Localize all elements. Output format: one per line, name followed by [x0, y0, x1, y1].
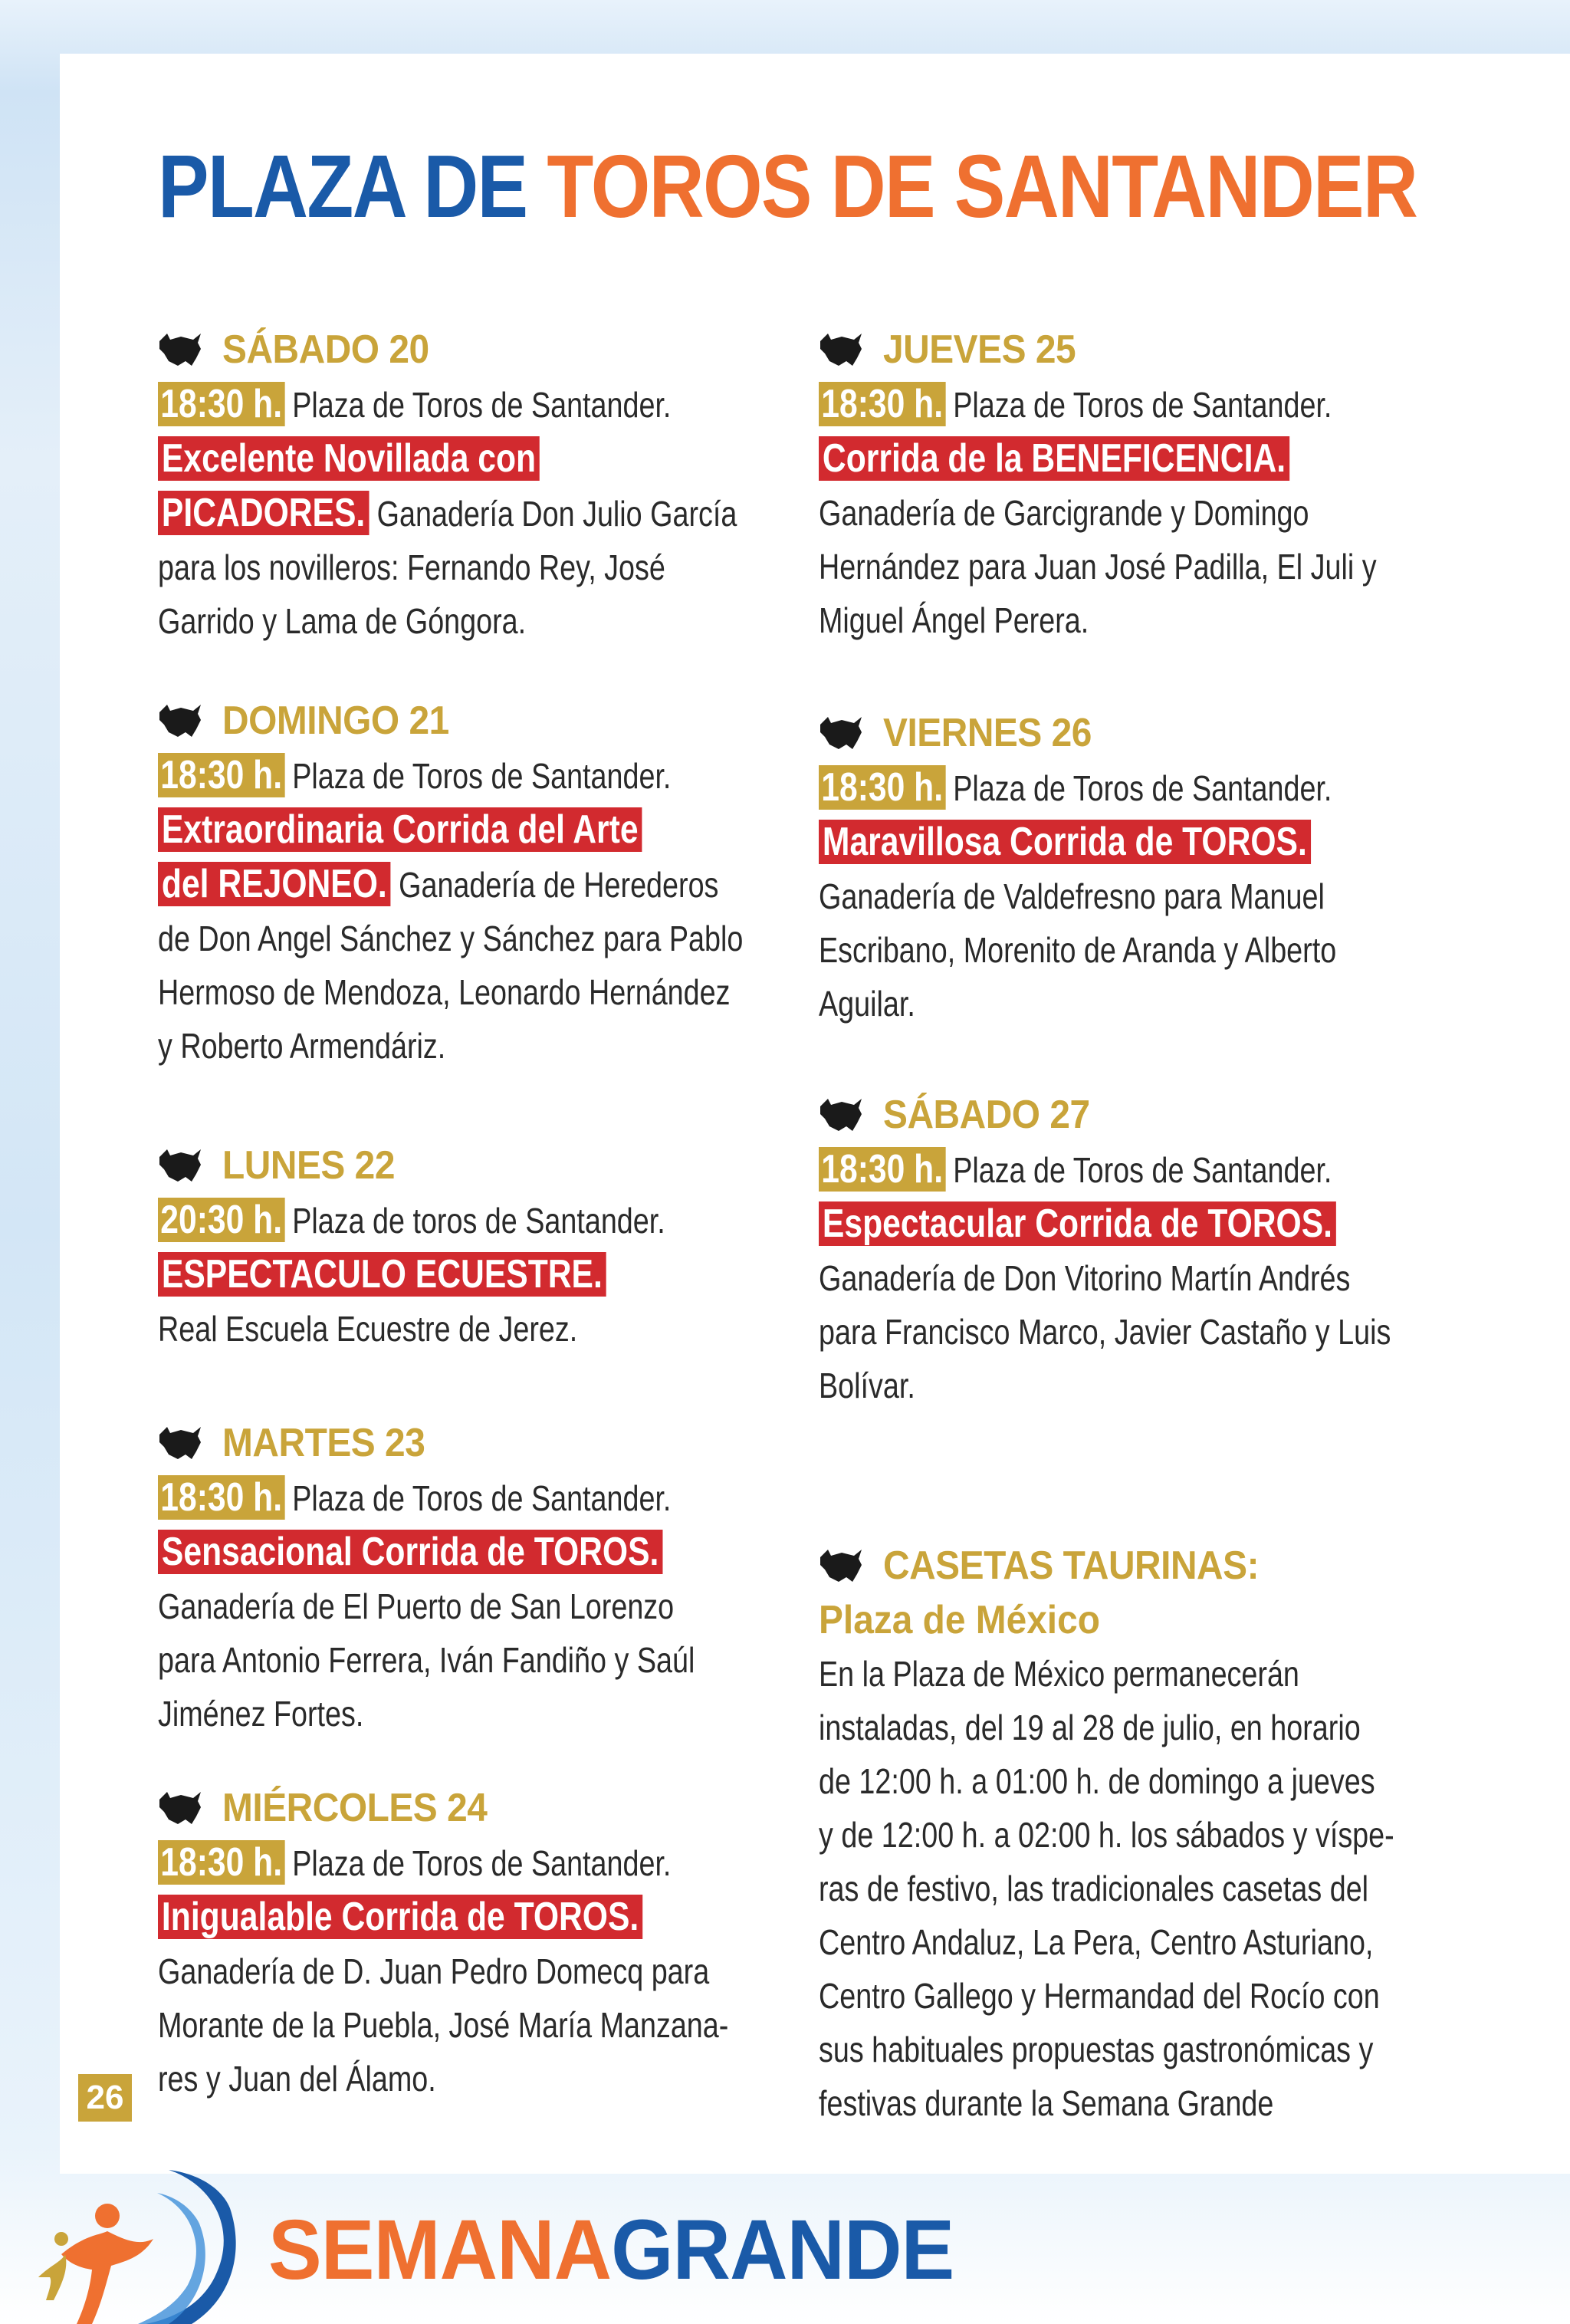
bull-icon	[158, 1424, 202, 1462]
event-lunes-22: LUNES 22 20:30 h. Plaza de toros de Santander. ESPECTACULO ECUESTRE. Real Escuela Ecuestre de Jerez.	[158, 1143, 665, 1349]
event-highlight: Excelente Novillada con	[158, 436, 540, 481]
event-jueves-25: JUEVES 25 18:30 h. Plaza de Toros de Santander. Corrida de la BENEFICENCIA. Ganadería de Garcigrande y Domingo Hernández para Juan José Padilla, El Juli y Miguel Ángel Perera.	[819, 327, 1377, 640]
casetas-heading: CASETAS TAURINAS:	[883, 1543, 1260, 1588]
page-title: PLAZA DE TOROS DE SANTANDER	[158, 136, 1417, 236]
semana-grande-logo: SEMANAGRANDE	[268, 2203, 954, 2297]
event-day: SÁBADO 20	[158, 322, 802, 377]
bull-icon	[158, 330, 202, 369]
event-sabado-20: SÁBADO 20 18:30 h. Plaza de Toros de Santander. Excelente Novillada con PICADORES. Ganadería Don Julio García para los novilleros: Fernando Rey, José Garrido y Lama de Góngora.	[158, 322, 802, 648]
event-time: 18:30 h.	[158, 382, 284, 426]
casetas-section: CASETAS TAURINAS: Plaza de México En la Plaza de México permanecerán instaladas, del 19 al 28 de julio, en horario de 12:00 h. a 01:00 h. de domingo a jueves y de 12:00 h. a 02:00 h. los sábados y víspe- ras de festivo, las tradicionales casetas del Centro Andaluz, La Pera, Centro Asturiano, Centro Gallego y Hermandad del Rocío con sus habituales propuestas gastronómicas y festivas durante la Semana Grande	[819, 1538, 1463, 2130]
festival-emblem-icon	[15, 2162, 245, 2324]
bull-icon	[819, 330, 863, 369]
event-sabado-27: SÁBADO 27 18:30 h. Plaza de Toros de Santander. Espectacular Corrida de TOROS. Ganadería de Don Vitorino Martín Andrés para Francisco Marco, Javier Castaño y Luis Bolívar.	[819, 1093, 1391, 1405]
bull-icon	[158, 1146, 202, 1185]
casetas-subheading: Plaza de México	[819, 1598, 1100, 1642]
bull-icon	[819, 1096, 863, 1134]
event-domingo-21: DOMINGO 21 18:30 h. Plaza de Toros de Santander. Extraordinaria Corrida del Arte del REJONEO. Ganadería de Herederos de Don Angel Sánchez y Sánchez para Pablo Hermoso de Mendoza, Leonardo Hernández y Roberto Armendáriz.	[158, 699, 744, 1066]
event-viernes-26: VIERNES 26 18:30 h. Plaza de Toros de Santander. Maravillosa Corrida de TOROS. Ganadería de Valdefresno para Manuel Escribano, Morenito de Aranda y Alberto Aguilar.	[819, 711, 1337, 1024]
event-venue: Plaza de Toros de Santander.	[292, 385, 672, 425]
page-number: 26	[78, 2074, 132, 2122]
event-martes-23: MARTES 23 18:30 h. Plaza de Toros de Santander. Sensacional Corrida de TOROS. Ganadería de El Puerto de San Lorenzo para Antonio Ferrera, Iván Fandiño y Saúl Jiménez Fortes.	[158, 1421, 695, 1734]
bull-icon	[158, 1789, 202, 1827]
event-highlight: PICADORES.	[158, 491, 369, 535]
bull-icon	[819, 714, 863, 752]
bull-icon	[158, 702, 202, 740]
bull-icon	[819, 1547, 863, 1585]
event-miercoles-24: MIÉRCOLES 24 18:30 h. Plaza de Toros de Santander. Inigualable Corrida de TOROS. Ganadería de D. Juan Pedro Domecq para Morante de la Puebla, José María Manzana- res y Juan del Álamo.	[158, 1786, 729, 2099]
